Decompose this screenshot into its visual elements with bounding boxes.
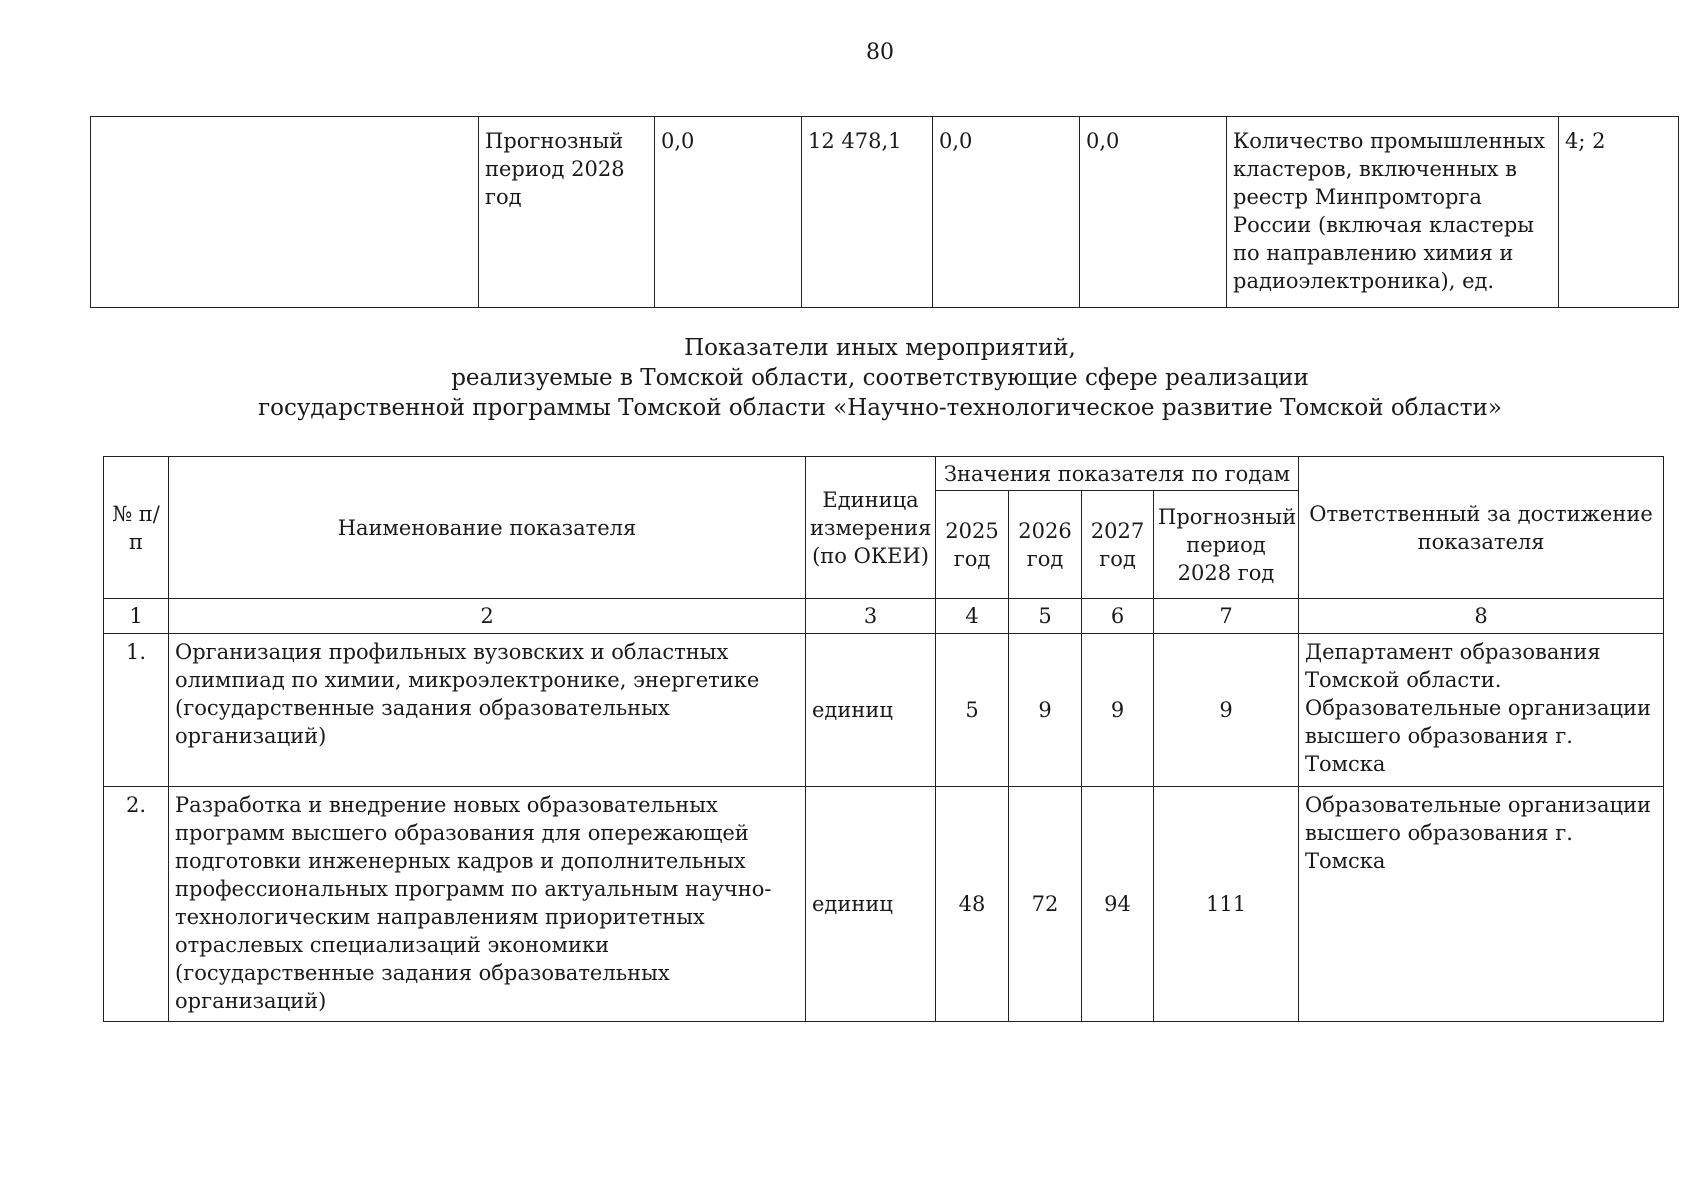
- row-number: 2.: [104, 787, 169, 1022]
- column-number: 3: [806, 599, 936, 634]
- indicator-cell: Количество промышленных кластеров, включенных в реестр Минпромторга России (включая кластеры по направлению химия и радиоэлектроника), ед.: [1227, 117, 1559, 308]
- page-number: 80: [866, 40, 894, 65]
- heading-line: реализуемые в Томской области, соответствующие сфере реализации: [451, 365, 1309, 391]
- value-cell: 12 478,1: [802, 117, 933, 308]
- indicator-name: Разработка и внедрение новых образовательных программ высшего образования для опережающей подготовки инженерных кадров и дополнительных профессиональных программ по актуальным научно-технологическим направлениям приоритетных отраслевых специализаций экономики (государственные задания образовательных организаций): [169, 787, 806, 1022]
- section-heading: [0, 333, 1698, 423]
- value-2027: 9: [1082, 634, 1154, 787]
- header-forecast: Прогнозный период 2028 год: [1154, 491, 1299, 599]
- header-name: Наименование показателя: [169, 457, 806, 599]
- table-row: [104, 787, 1664, 1022]
- header-row: [104, 457, 1664, 491]
- header-values-group: Значения показателя по годам: [936, 457, 1299, 491]
- header-responsible: Ответственный за достижение показателя: [1299, 457, 1664, 599]
- column-number-row: [104, 599, 1664, 634]
- period-cell: Прогнозный период 2028 год: [479, 117, 655, 308]
- column-number: 6: [1082, 599, 1154, 634]
- responsible-cell: Образовательные организации высшего образования г. Томска: [1299, 787, 1664, 1022]
- column-number: 1: [104, 599, 169, 634]
- column-number: 4: [936, 599, 1009, 634]
- value-2026: 72: [1009, 787, 1082, 1022]
- column-number: 8: [1299, 599, 1664, 634]
- value-cell: 0,0: [655, 117, 802, 308]
- responsible-cell: Департамент образования Томской области. Образовательные организации высшего образования г. Томска: [1299, 634, 1664, 787]
- column-number: 7: [1154, 599, 1299, 634]
- value-2025: 5: [936, 634, 1009, 787]
- heading-line: Показатели иных мероприятий,: [684, 335, 1076, 361]
- indicator-name: Организация профильных вузовских и областных олимпиад по химии, микроэлектронике, энергетике (государственные задания образовательных организаций): [169, 634, 806, 787]
- header-2026: 2026 год: [1009, 491, 1082, 599]
- value-2027: 94: [1082, 787, 1154, 1022]
- header-num: № п/п: [104, 457, 169, 599]
- value-forecast: 9: [1154, 634, 1299, 787]
- indicator-value-cell: 4; 2: [1559, 117, 1679, 308]
- unit-cell: единиц: [806, 634, 936, 787]
- value-2026: 9: [1009, 634, 1082, 787]
- heading-line: государственной программы Томской области «Научно-технологическое развитие Томской области»: [258, 395, 1502, 421]
- unit-cell: единиц: [806, 787, 936, 1022]
- indicators-table: [103, 456, 1664, 1022]
- continuation-table: [90, 116, 1679, 308]
- column-number: 2: [169, 599, 806, 634]
- row-number: 1.: [104, 634, 169, 787]
- value-cell: 0,0: [1080, 117, 1227, 308]
- header-2027: 2027 год: [1082, 491, 1154, 599]
- header-unit: Единица измерения (по ОКЕИ): [806, 457, 936, 599]
- table-row: [91, 117, 1679, 308]
- header-2025: 2025 год: [936, 491, 1009, 599]
- empty-cell: [91, 117, 479, 308]
- value-2025: 48: [936, 787, 1009, 1022]
- column-number: 5: [1009, 599, 1082, 634]
- value-forecast: 111: [1154, 787, 1299, 1022]
- table-row: [104, 634, 1664, 787]
- value-cell: 0,0: [933, 117, 1080, 308]
